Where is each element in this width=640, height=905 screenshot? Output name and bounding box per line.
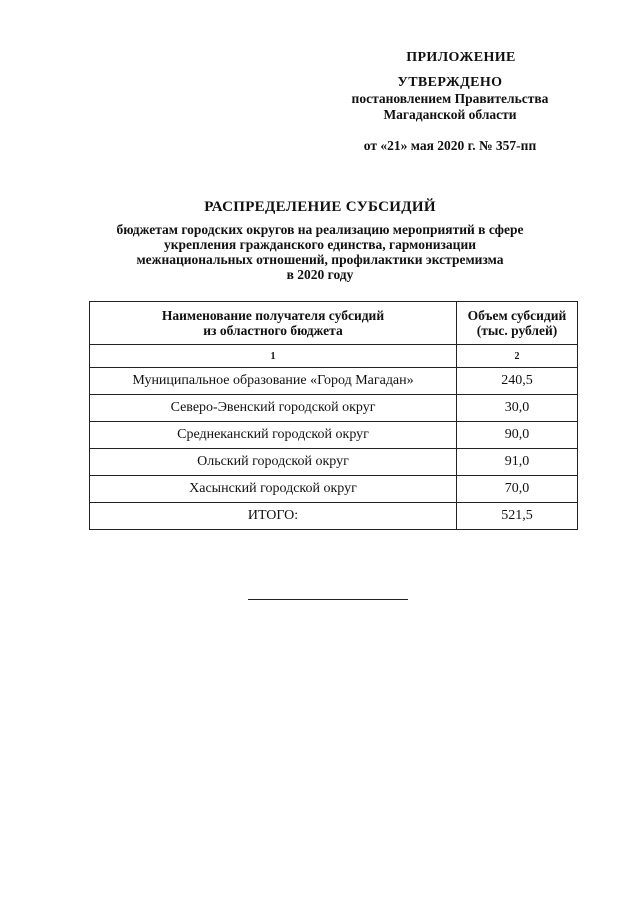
header-text-line: Наименование получателя субсидий [161,308,385,323]
subsidy-amount: 30,0 [457,395,578,422]
table-row [90,422,578,449]
document-title: РАСПРЕДЕЛЕНИЕ СУБСИДИЙ [204,199,436,215]
column-index-row [90,345,578,368]
table-row [90,449,578,476]
table-header-row [90,302,578,345]
total-label: ИТОГО: [90,503,457,530]
subtitle-line: укрепления гражданского единства, гармонизации [163,237,477,252]
approval-block [320,50,580,154]
total-row [90,503,578,530]
subsidy-amount: 70,0 [457,476,578,503]
appendix-label: ПРИЛОЖЕНИЕ [406,50,516,65]
subtitle-line: в 2020 году [286,267,354,282]
recipient-name: Хасынский городской округ [90,476,457,503]
table-row [90,395,578,422]
resolution-date: от «21» мая 2020 г. № 357-пп [363,138,537,153]
subsidy-amount: 240,5 [457,368,578,395]
approved-by-line-1: постановлением Правительства [351,91,549,106]
column-header-amount [457,302,578,345]
closing-divider [248,599,408,600]
recipient-name: Среднеканский городской округ [90,422,457,449]
header-text-line: Объем субсидий [467,308,567,323]
header-text-line: (тыс. рублей) [476,323,558,338]
header-text-line: из областного бюджета [203,323,343,338]
subtitle-line: бюджетам городских округов на реализацию мероприятий в сфере [116,222,524,237]
table-row [90,368,578,395]
document-subtitle [80,222,560,282]
column-header-recipient [90,302,457,345]
recipient-name: Северо-Эвенский городской округ [90,395,457,422]
approved-label: УТВЕРЖДЕНО [397,75,503,90]
subtitle-line: межнациональных отношений, профилактики экстремизма [136,252,504,267]
approved-by-line-2: Магаданской области [383,107,517,122]
recipient-name: Ольский городской округ [90,449,457,476]
column-index: 2 [457,345,578,368]
total-amount: 521,5 [457,503,578,530]
table-row [90,476,578,503]
subsidy-amount: 90,0 [457,422,578,449]
subsidy-amount: 91,0 [457,449,578,476]
subsidy-table [89,301,578,530]
recipient-name: Муниципальное образование «Город Магадан» [90,368,457,395]
column-index: 1 [90,345,457,368]
